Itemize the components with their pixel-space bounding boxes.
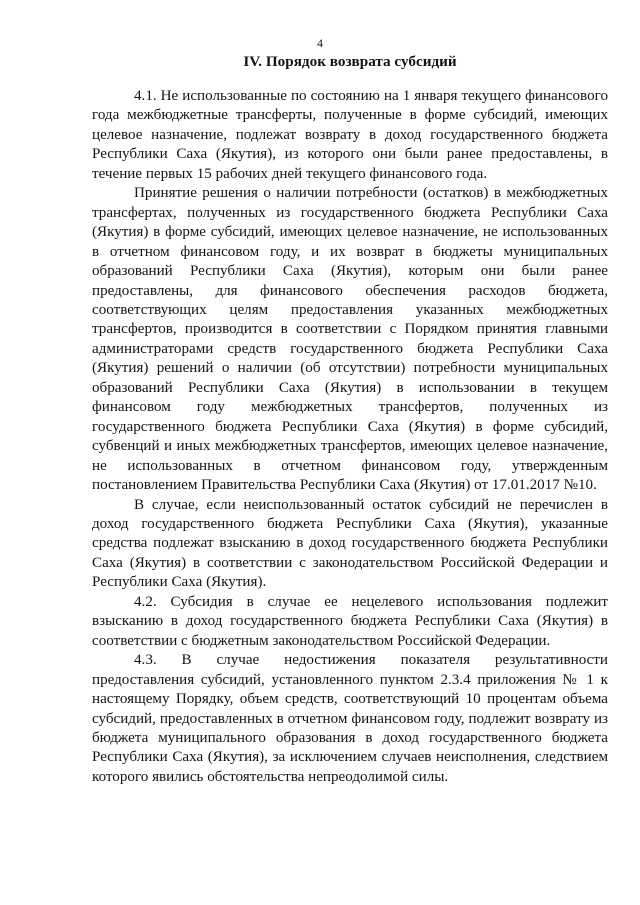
paragraph-4-2: 4.2. Субсидия в случае ее нецелевого использования подлежит взысканию в доход государственного бюджета Республики Саха (Якутия) в соответствии с бюджетным законодательством Российской Федерации. bbox=[92, 593, 608, 649]
page-number: 4 bbox=[317, 36, 323, 50]
paragraph-4-3: 4.3. В случае недостижения показателя результативности предоставления субсидий, установленного пунктом 2.3.4 приложения № 1 к настоящему Порядку, объем средств, соответствующий 10 процентам объема субсидий, предоставленных в отчетном финансовом году, подлежит возврату из бюджета муниципального образования в доход государственного бюджета Республики Саха (Якутия), за исключением случаев неисполнения, следствием которого явились обстоятельства непреодолимой силы. bbox=[92, 652, 608, 785]
paragraph-decision-on-remainders: Принятие решения о наличии потребности (остатков) в межбюджетных трансфертах, полученных из государственного бюджета Республики Саха (Якутия) в форме субсидий, имеющих целевое назначение, не использованных в отчетном финансовом году, и их возврат в бюджеты муниципальных образований Республики Саха (Якутия), которым они были ранее предоставлены, для финансового обеспечения расходов бюджета, соответствующих целям предоставления указанных межбюджетных трансфертов, производится в соответствии с Порядком принятия главными администраторами средств государственного бюджета Республики Саха (Якутия) решений о наличии (об отсутствии) потребности муниципальных образований Республики Саха (Якутия) в использовании в текущем финансовом году межбюджетных трансфертов, полученных из государственного бюджета Республики Саха (Якутия) в форме субсидий, субвенций и иных межбюджетных трансфертов, имеющих целевое назначение, не использованных в отчетном финансовом году, утвержденным постановлением Правительства Республики Саха (Якутия) от 17.01.2017 №10. bbox=[92, 185, 608, 494]
body-text bbox=[92, 87, 608, 787]
section-title: IV. Порядок возврата субсидий bbox=[243, 53, 457, 70]
paragraph-recovery-of-remainder: В случае, если неиспользованный остаток субсидий не перечислен в доход государственного бюджета Республики Саха (Якутия), указанные средства подлежат взысканию в доход государственного бюджета Республики Саха (Якутия) в соответствии с законодательством Российской Федерации и Республики Саха (Якутия). bbox=[92, 496, 608, 591]
paragraph-4-1: 4.1. Не использованные по состоянию на 1 января текущего финансового года межбюджетные трансферты, полученные в форме субсидий, имеющих целевое назначение, подлежат возврату в доход государственного бюджета Республики Саха (Якутия), из которого они были ранее предоставлены, в течение первых 15 рабочих дней текущего финансового года. bbox=[92, 88, 608, 182]
